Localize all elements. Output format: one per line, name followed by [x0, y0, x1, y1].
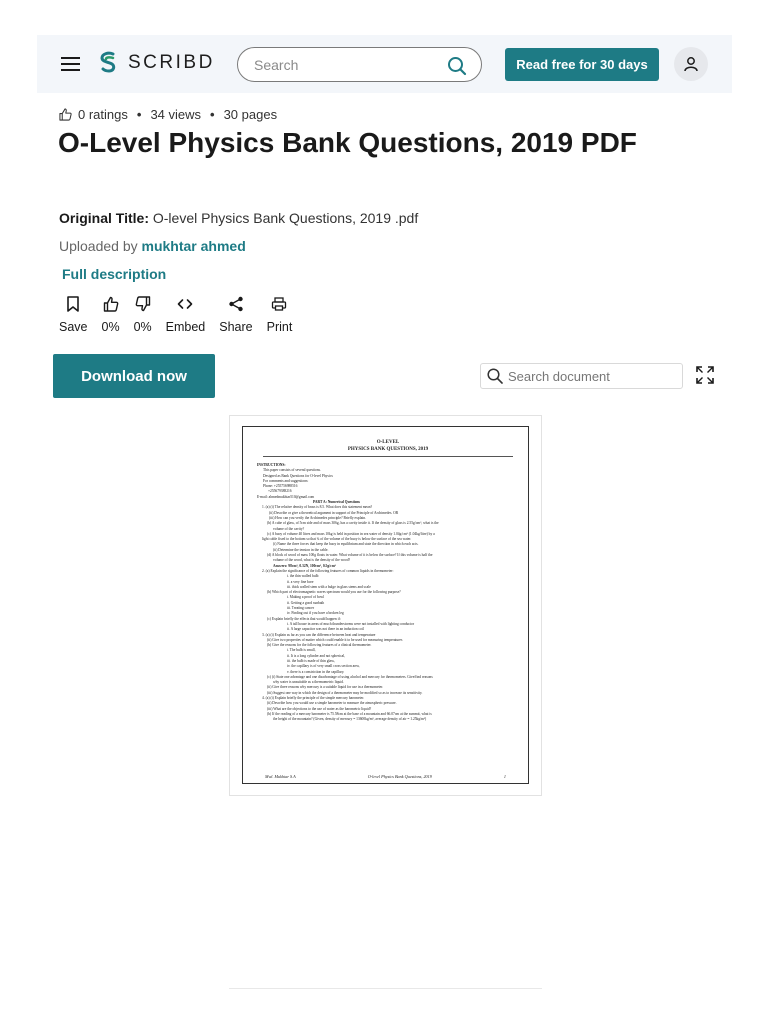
doc-line: +255679388216 — [268, 489, 292, 494]
separator-dot: • — [210, 107, 215, 122]
doc-subheading: PHYSICS BANK QUESTIONS, 2019 — [347, 446, 429, 452]
doc-line: Answers: 98cm³, 0.32N, 100cm³, 0.5g/cm³ — [273, 563, 336, 568]
bookmark-icon — [66, 295, 80, 313]
doc-line: (ii) Give two properties of matter which could enable it to be used for measuring temperatures — [267, 637, 403, 642]
doc-line: volume of the cavity? — [273, 526, 305, 531]
doc-heading: O-LEVEL — [376, 440, 400, 445]
doc-line: (ii) Describe how you would use a simple barometer to measure the atmospheric pressure. — [267, 701, 397, 706]
print-button[interactable] — [267, 295, 293, 334]
doc-line: ii. A large capacitor was not there in an induction coil — [287, 627, 364, 632]
doc-line: (c) (i) State one advantage and one disadvantage of using alcohol and mercury for thermometers. Give/find reasons — [267, 674, 433, 679]
doc-line: i. The bulb is small, — [287, 648, 316, 653]
doc-line: Phone: +255756988516 — [263, 484, 298, 489]
doc-line: Designed as Bank Questions for O-level Physics — [263, 473, 333, 478]
scribd-logo-icon — [98, 51, 120, 75]
views-count: 34 views — [150, 107, 202, 122]
doc-line: v. there is a constriction in the capillary. — [287, 669, 345, 674]
doc-line: iv. the capillary is of very small cross section area, — [287, 664, 360, 669]
code-icon — [177, 295, 193, 313]
search-bar[interactable] — [237, 47, 482, 82]
doc-line: ii. a very fine bore — [287, 579, 314, 584]
doc-line: i. Making a proof of bowl — [287, 595, 325, 600]
doc-line: ii. Getting a good sunbath — [287, 600, 325, 605]
doc-line: PART A: Numerical Questions — [313, 500, 360, 505]
top-header — [37, 35, 732, 93]
thumbs-up-icon — [103, 295, 119, 313]
save-button[interactable] — [59, 295, 88, 334]
doc-line: the height of the mountain? (Given, density of mercury = 13600kg/m³, average density of air = 1.25kg/m³) — [273, 717, 427, 722]
doc-line: (ii) Give three reasons why mercury is a suitable liquid for use in a thermometer. — [267, 685, 384, 690]
doc-line: iii. thick walled stem with a bulge in glass stems and scale — [287, 584, 371, 589]
doc-line: 2. (a) Explain the significance of the following features of common liquids in thermometer: — [262, 568, 394, 573]
doc-line: 1. (a) (i) The relative density of brass is 8.5. What does this statement mean? — [262, 505, 373, 510]
doc-line: This paper consists of several questions. — [263, 468, 321, 473]
doc-line: iii. the bulb is made of thin glass, — [287, 658, 335, 663]
search-input[interactable] — [254, 57, 434, 73]
doc-line: (iii) How can you verify the Archimedes principle? Briefly explain. — [269, 515, 366, 520]
download-now-button[interactable]: Download now — [53, 354, 215, 398]
doc-line: (b) A cube of glass, of 5cm side and of mass 306g, has a cavity inside it. If the density of glass is 2.55g/cm³, what is the — [267, 521, 439, 526]
original-title — [59, 210, 418, 226]
scribd-logo[interactable] — [98, 51, 215, 75]
doc-line: (d) A block of wood of mass 100g floats in water. What volume of it is below the surface? If this volume is half the — [267, 553, 433, 558]
share-icon — [228, 295, 244, 313]
doc-line: (ii) Describe or give a theoretical argument in support of the Principle of Archimedes. OR — [269, 510, 399, 515]
original-title-label: Original Title: — [59, 210, 149, 226]
embed-button[interactable] — [166, 295, 206, 334]
page-divider — [229, 988, 542, 989]
save-label: Save — [59, 320, 88, 334]
doc-line: i. A tall house in areas of much thunderstorms were not installed with lighting conductor — [287, 621, 415, 626]
print-label: Print — [266, 320, 293, 334]
doc-divider — [263, 456, 513, 457]
doc-line: (i) Name the three forces that keep the buoy in equilibrium and state the direction in which each acts. — [273, 542, 419, 547]
search-icon — [486, 367, 504, 385]
like-button[interactable] — [102, 295, 120, 334]
pages-count: 30 pages — [223, 107, 278, 122]
uploaded-by — [59, 238, 246, 254]
uploaded-by-label: Uploaded by — [59, 238, 138, 254]
doc-line: (b) Which part of electromagnetic waves spectrum would you use for the following purpose? — [267, 590, 401, 595]
doc-line: 3. (a) (i) Explain as far as you can the difference between heat and temperature — [262, 632, 376, 637]
document-search-bar[interactable] — [480, 363, 683, 389]
doc-footer — [265, 774, 506, 779]
doc-line: i. the thin walled bulb — [287, 574, 319, 579]
doc-line: (c) Explain briefly the effects that would happen if: — [267, 616, 341, 621]
doc-line: iii. Treating cancer — [287, 606, 315, 611]
doc-footer-title: O-level Physics Bank Questions, 2019 — [367, 774, 432, 779]
user-avatar[interactable] — [674, 47, 708, 81]
uploader-link[interactable]: mukhtar ahmed — [141, 238, 246, 254]
thumbs-up-icon — [59, 108, 72, 121]
doc-line: why water is unsuitable as a thermometric liquid. — [273, 680, 344, 685]
doc-line: iv. Finding out if you have a broken leg — [287, 611, 344, 616]
document-page-preview[interactable] — [229, 415, 542, 796]
dislike-percent: 0% — [133, 320, 152, 334]
search-icon[interactable] — [447, 56, 467, 76]
document-stats — [59, 107, 277, 122]
share-label: Share — [219, 320, 253, 334]
document-page-content — [242, 426, 529, 784]
doc-line: (c) A buoy of volume 40 litres and mass 10kg is held in position in sea water of density 1.04g/cm³ (1.04kg/litre) by a — [267, 531, 435, 536]
doc-line: For comments and suggestions: — [263, 478, 309, 483]
full-description-link[interactable]: Full description — [62, 266, 167, 282]
embed-label: Embed — [165, 320, 206, 334]
document-search-input[interactable] — [508, 369, 678, 384]
doc-line: 4. (a) (i) Explain briefly the principle of the simple mercury barometer. — [262, 696, 365, 701]
doc-footer-page: 1 — [503, 774, 506, 779]
separator-dot: • — [136, 107, 142, 122]
doc-line: (iii) Suggest one way in which the design of a thermometer may be modified so as to increase its sensitivity. — [267, 690, 423, 695]
doc-line: INSTRUCTIONS: — [257, 463, 286, 467]
share-button[interactable] — [219, 295, 252, 334]
doc-line: light cable fixed to the bottom so that ¾ of the volume of the buoy is below the surface of the sea water. — [262, 537, 412, 542]
doc-line: (b) Give the reasons for the following features of a clinical thermometer. — [267, 643, 372, 648]
doc-body — [257, 463, 519, 723]
ratings-count: 0 ratings — [78, 107, 128, 122]
menu-icon[interactable] — [61, 57, 80, 71]
doc-line: E-mail: ahmedmukhtar510@gmail.com — [257, 494, 315, 499]
doc-line: (ii) Determine the tension in the cable. — [273, 547, 329, 552]
original-title-value: O-level Physics Bank Questions, 2019 .pdf — [152, 210, 419, 226]
user-icon — [683, 56, 699, 72]
page-title: O-Level Physics Bank Questions, 2019 PDF — [58, 127, 637, 158]
logo-text: SCRIBD — [128, 52, 215, 73]
doc-line: ii. It is a long cylinder and not spherical, — [287, 653, 346, 658]
doc-footer-author: Mwl. Mukhtar S.A — [265, 774, 296, 779]
doc-line: (iii) What are the objections to the use of water as the barometric liquid? — [267, 706, 372, 711]
printer-icon — [271, 295, 287, 313]
doc-line: volume of the wood, what is the density of the wood? — [273, 558, 351, 563]
like-percent: 0% — [101, 320, 120, 334]
fullscreen-icon[interactable] — [696, 366, 714, 384]
doc-line: (b) If the reading of a mercury barometer is 75.58cm at the base of a mountain and 66.07cm at the summit, what is — [267, 711, 432, 716]
read-free-button[interactable]: Read free for 30 days — [505, 48, 659, 81]
dislike-button[interactable] — [134, 295, 152, 334]
thumbs-down-icon — [135, 295, 151, 313]
action-bar — [59, 295, 306, 334]
